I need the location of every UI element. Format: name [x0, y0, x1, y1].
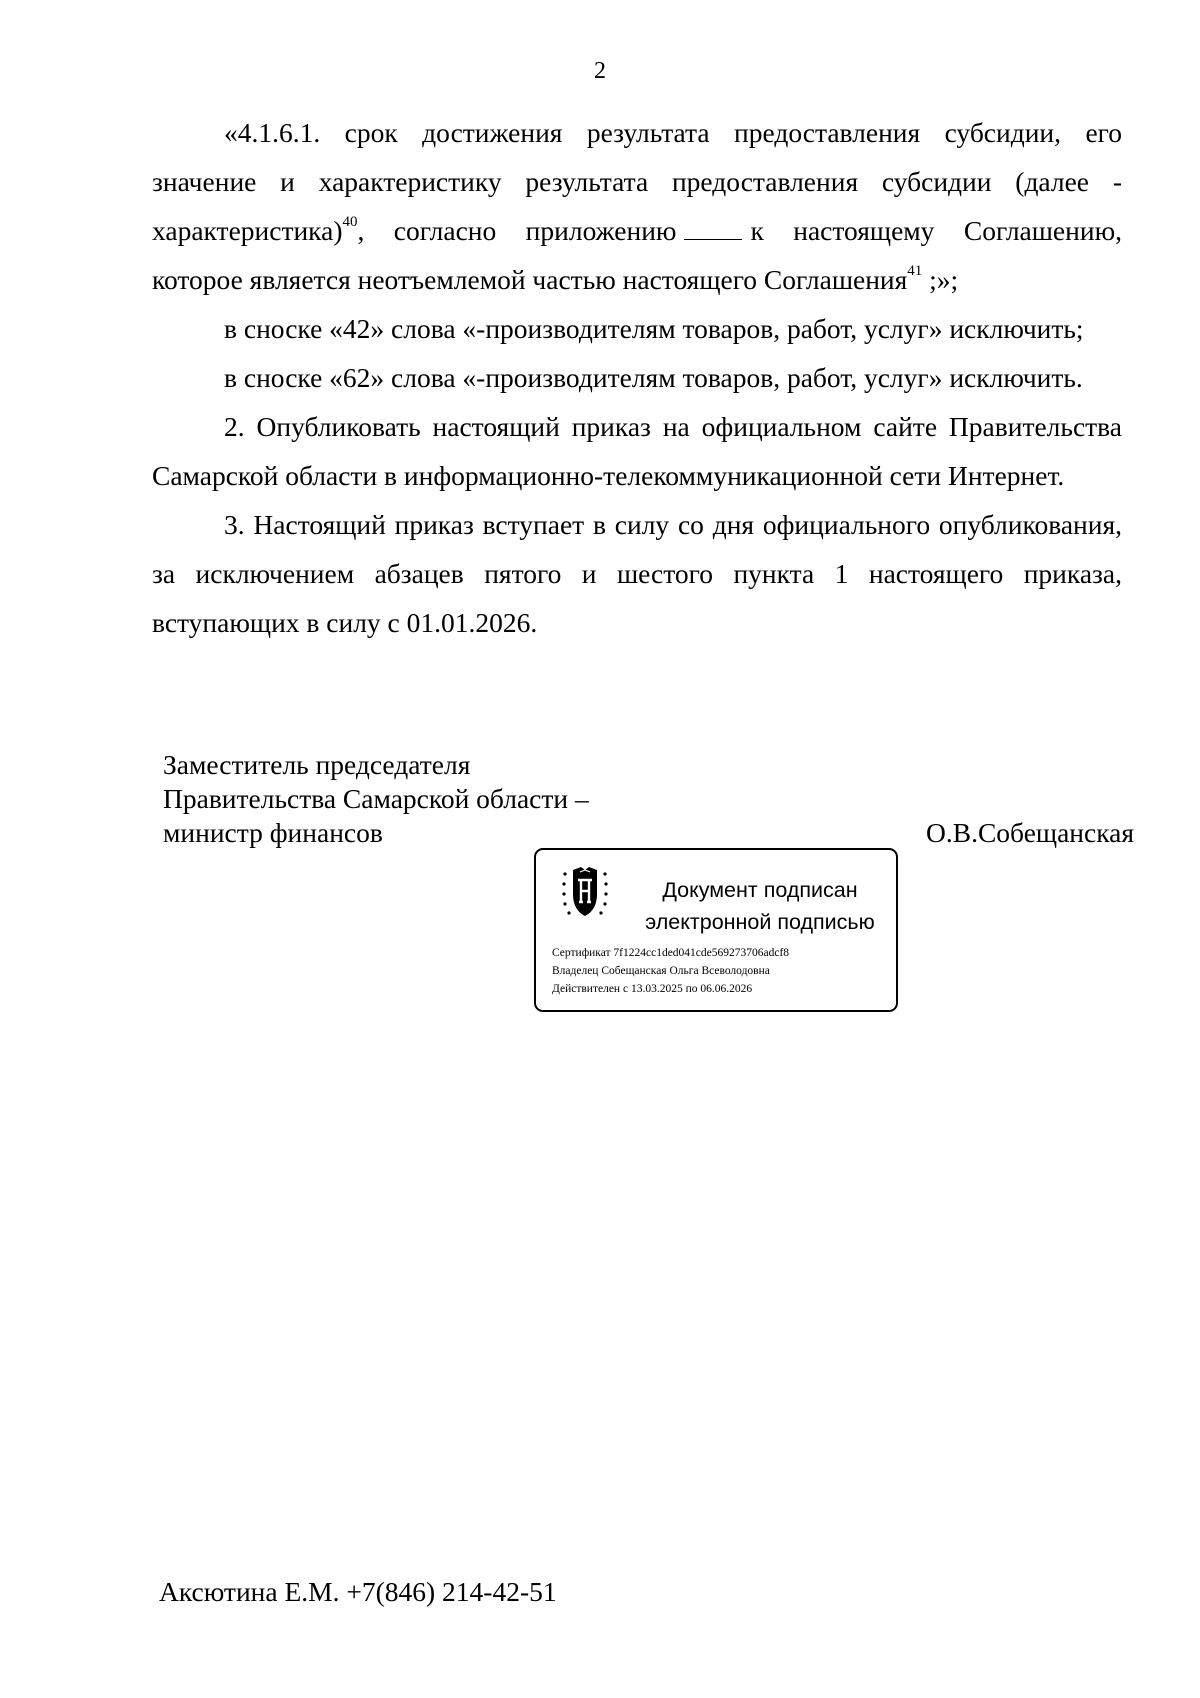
- paragraph-publish: 2. Опубликовать настоящий приказ на официальном сайте Правительства Самарской области в информационно-телекоммуникационной сети Интернет.: [152, 411, 1122, 491]
- paragraph-effective-date: 3. Настоящий приказ вступает в силу со дня официального опубликования, за исключением абзацев пятого и шестого пункта 1 настоящего приказа, вступающих в силу с 01.01.2026.: [152, 509, 1122, 638]
- stamp-owner: Владелец Собещанская Ольга Всеволодовна: [552, 965, 770, 977]
- signer-position-line: Правительства Самарской области –: [163, 783, 589, 814]
- document-body: [152, 108, 1122, 647]
- stamp-certificate: Сертификат 7f1224cc1ded041cde569273706adcf8: [552, 947, 790, 959]
- stamp-details: [552, 944, 789, 998]
- paragraph-text: к настоящему Соглашению, которое является неотъемлемой частью настоящего Соглашения: [152, 215, 1122, 295]
- blank-line: [684, 217, 742, 240]
- footnote-ref: 41: [907, 262, 923, 279]
- signer-position-line: Заместитель председателя: [163, 749, 471, 780]
- executor-contact: Аксютина Е.М. +7(846) 214-42-51: [159, 1576, 557, 1607]
- stamp-validity: Действителен с 13.03.2025 по 06.06.2026: [552, 983, 753, 995]
- signer-name: О.В.Собещанская: [926, 817, 1134, 848]
- signer-position: [163, 748, 589, 850]
- paragraph-text: , согласно приложению: [357, 215, 677, 246]
- paragraph-4-1-6-1: [152, 108, 1122, 304]
- signer-position-line: министр финансов: [163, 817, 383, 848]
- electronic-signature-stamp: [534, 848, 898, 1012]
- stamp-title-line: Документ подписан: [662, 878, 858, 902]
- footnote-ref: 40: [342, 213, 358, 230]
- paragraph-text: ;»;: [922, 264, 959, 295]
- stamp-title-line: электронной подписью: [645, 910, 875, 934]
- paragraph-footnote-62: в сноске «62» слова «-производителям товаров, работ, услуг» исключить.: [224, 362, 1083, 393]
- samara-coat-of-arms-icon: [560, 864, 610, 922]
- paragraph-footnote-42: в сноске «42» слова «-производителям товаров, работ, услуг» исключить;: [224, 313, 1084, 344]
- paragraph-text: «4.1.6.1. срок достижения результата предоставления субсидии, его значение и характеристику результата предоставления субсидии (далее - характеристика): [152, 117, 1122, 246]
- page-number: 2: [594, 58, 606, 84]
- stamp-title: [632, 874, 888, 938]
